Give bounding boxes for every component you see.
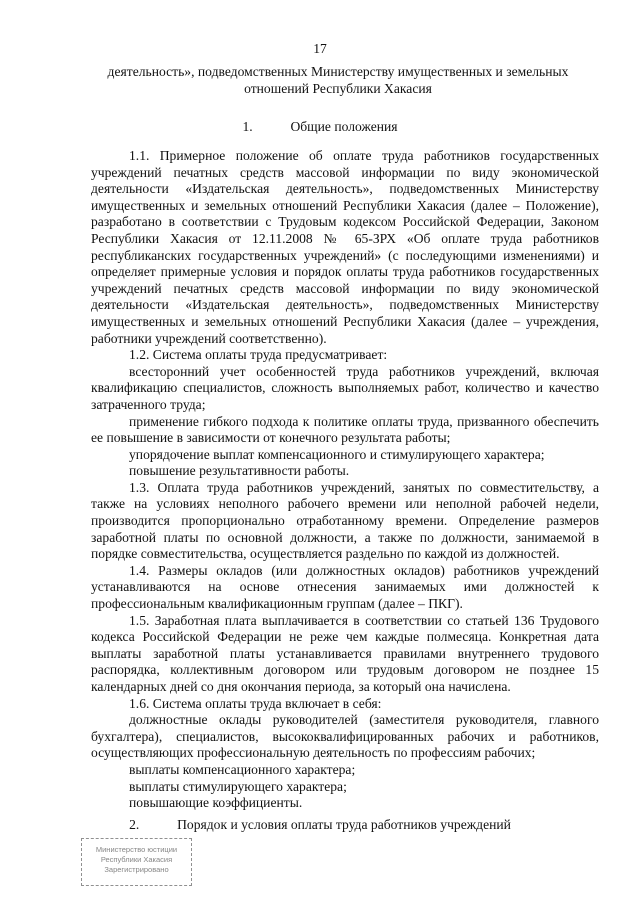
section-1-title: Общие положения	[290, 119, 398, 134]
body-text	[91, 148, 599, 812]
heading-line-1: деятельность», подведомственных Министерству имущественных и земельных	[107, 64, 569, 79]
list-item: повышающие коэффициенты.	[129, 795, 303, 811]
list-item: применение гибкого подхода к политике оплаты труда, призванного обеспечить ее повышение в зависимости от конечного результата работы;	[91, 413, 599, 446]
list-item: должностные оклады руководителей (заместителя руководителя, главного бухгалтера), специалистов, высококвалифицированных рабочих и работников, осуществляющих профессиональную деятельность по профессиям рабочих;	[91, 712, 599, 761]
paragraph-1-2: 1.2. Система оплаты труда предусматривает:	[129, 347, 388, 363]
registration-stamp	[81, 838, 192, 886]
section-1-number: 1.	[242, 119, 253, 134]
page-number: 17	[313, 41, 327, 56]
document-heading	[78, 64, 598, 97]
section-2-heading	[0, 817, 640, 834]
list-item: выплаты стимулирующего характера;	[129, 778, 347, 794]
list-item: повышение результативности работы.	[129, 463, 350, 479]
stamp-line-1: Министерство юстиции	[95, 845, 178, 854]
paragraph-1-6: 1.6. Система оплаты труда включает в себя:	[129, 695, 382, 711]
section-2-title: Порядок и условия оплаты труда работников учреждений	[177, 817, 511, 832]
paragraph-1-5: 1.5. Заработная плата выплачивается в соответствии со статьей 136 Трудового кодекса Российской Федерации не реже чем каждые полмесяца. Конкретная дата выплаты заработной платы устанавливается правилами внутреннего трудового распорядка, коллективным договором или трудовым договором не позднее 15 календарных дней со дня окончания периода, за который она начислена.	[91, 612, 599, 694]
heading-line-2: отношений Республики Хакасия	[244, 80, 432, 96]
stamp-line-3: Зарегистрировано	[104, 865, 169, 874]
list-item: выплаты компенсационного характера;	[129, 761, 356, 777]
list-item: упорядочение выплат компенсационного и стимулирующего характера;	[129, 446, 545, 462]
stamp-line-2: Республики Хакасия	[100, 855, 173, 864]
paragraph-1-4: 1.4. Размеры окладов (или должностных окладов) работников учреждений устанавливаются на основе отнесения занимаемых ими должностей к профессиональным квалификационным группам (далее – ПКГ).	[91, 562, 599, 612]
list-item: всесторонний учет особенностей труда работников учреждений, включая квалификацию специалистов, сложность выполняемых работ, количество и качество затраченного труда;	[91, 363, 599, 412]
paragraph-1-1: 1.1. Примерное положение об оплате труда работников государственных учреждений печатных средств массовой информации по виду экономической деятельности «Издательская деятельность», подведомственных Министерству имущественных и земельных отношений Республики Хакасия (далее – Положение), разработано в соответствии с Трудовым кодексом Российской Федерации, Законом Республики Хакасия от 12.11.2008 № 65-ЗРХ «Об оплате труда работников республиканских государственных учреждений» (с последующими изменениями) и определяет примерные условия и порядок оплаты труда работников государственных учреждений печатных средств массовой информации по виду экономической деятельности «Издательская деятельность», подведомственных Министерству имущественных и земельных отношений Республики Хакасия (далее – учреждения, работники учреждений соответственно).	[91, 148, 599, 346]
section-2-number: 2.	[129, 817, 140, 832]
section-1-heading	[0, 119, 640, 136]
paragraph-1-3: 1.3. Оплата труда работников учреждений, занятых по совместительству, а также на условиях неполного рабочего времени или неполной рабочей недели, производится пропорционально отработанному времени. Определение размеров заработной платы по основной должности, а также по должности, занимаемой в порядке совместительства, осуществляется раздельно по каждой из должностей.	[91, 479, 599, 562]
